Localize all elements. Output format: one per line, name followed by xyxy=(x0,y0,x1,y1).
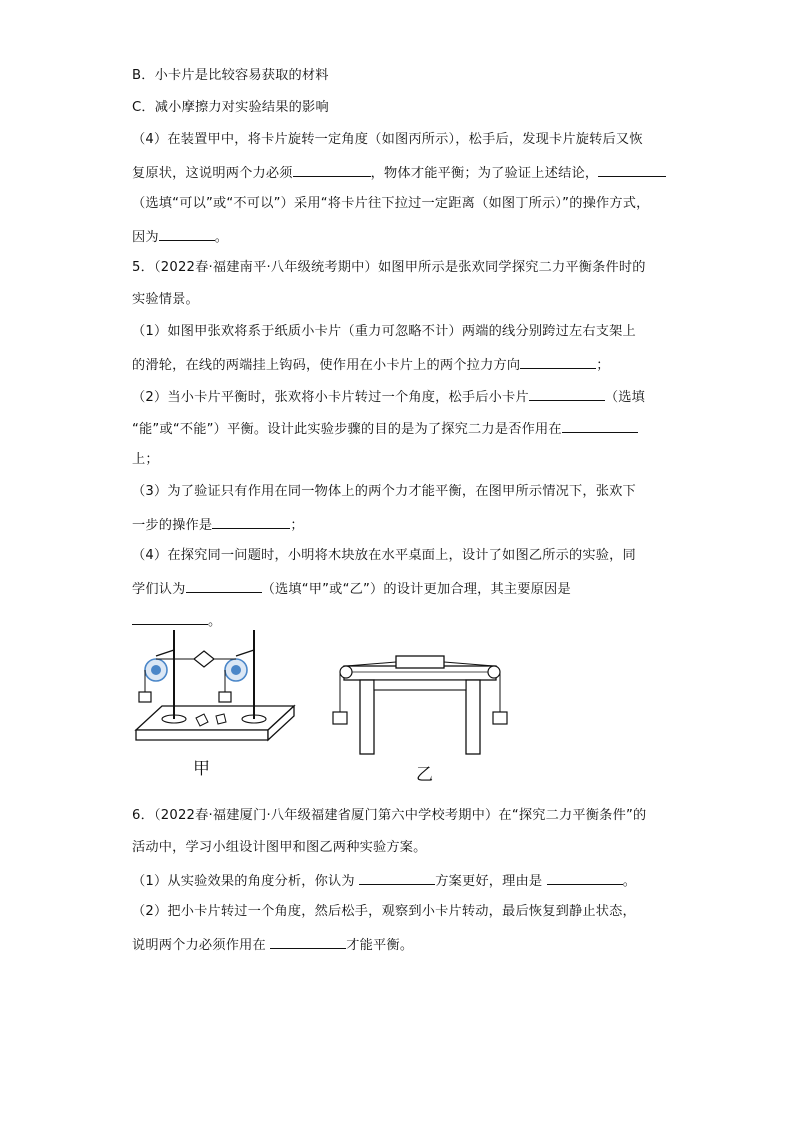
text-line xyxy=(132,934,413,956)
figure-jia-card-apparatus xyxy=(132,626,302,751)
text-segment: B．小卡片是比较容易获取的材料 xyxy=(132,68,329,83)
text-segment: ； xyxy=(290,518,304,533)
answer-blank[interactable] xyxy=(598,162,666,177)
text-line xyxy=(132,322,636,342)
text-line xyxy=(132,258,646,278)
text-line xyxy=(132,806,646,826)
text-line xyxy=(132,290,199,310)
text-line xyxy=(132,870,636,892)
answer-blank[interactable] xyxy=(547,870,623,885)
figure-jia-caption: 甲 xyxy=(193,759,210,779)
text-line xyxy=(132,226,228,248)
text-segment: 方案更好，理由是 xyxy=(435,874,547,889)
text-segment: C．减小摩擦力对实验结果的影响 xyxy=(132,100,329,115)
figure-yi-table-apparatus xyxy=(328,652,518,762)
text-segment: （2）把小卡片转过一个角度，然后松手，观察到小卡片转动，最后恢复到静止状态， xyxy=(132,904,636,919)
text-line xyxy=(132,162,666,184)
text-line xyxy=(132,354,610,376)
figure-yi-caption: 乙 xyxy=(416,765,433,785)
text-line xyxy=(132,418,638,440)
answer-blank[interactable] xyxy=(212,514,290,529)
text-segment: （1）从实验效果的角度分析，你认为 xyxy=(132,874,360,889)
text-segment: ； xyxy=(596,358,610,373)
text-segment: “能”或“不能”）平衡。设计此实验步骤的目的是为了探究二力是否作用在 xyxy=(132,422,562,437)
text-segment: （1）如图甲张欢将系于纸质小卡片（重力可忽略不计）两端的线分别跨过左右支架上 xyxy=(132,324,636,339)
text-segment: 。 xyxy=(622,874,637,889)
text-segment: （选填“甲”或“乙”）的设计更加合理，其主要原因是 xyxy=(261,582,571,597)
answer-blank[interactable] xyxy=(293,162,371,177)
text-segment: 实验情景。 xyxy=(132,292,199,307)
text-line xyxy=(132,482,636,502)
text-segment: 。 xyxy=(214,230,229,245)
text-segment: 说明两个力必须作用在 xyxy=(132,938,271,953)
text-line xyxy=(132,546,636,566)
answer-blank[interactable] xyxy=(132,610,208,625)
text-segment: （2）当小卡片平衡时，张欢将小卡片转过一个角度，松手后小卡片 xyxy=(132,390,529,405)
text-segment: （选填“可以”或“不可以”）采用“将卡片往下拉过一定距离（如图丁所示）”的操作方式， xyxy=(132,196,650,211)
text-segment: （4）在装置甲中，将卡片旋转一定角度（如图丙所示），松手后，发现卡片旋转后又恢 xyxy=(132,132,643,147)
text-line xyxy=(132,578,571,600)
text-line xyxy=(132,98,329,118)
text-segment: 复原状，这说明两个力必须 xyxy=(132,166,293,181)
text-segment: 5．（2022春·福建南平·八年级统考期中）如图甲所示是张欢同学探究二力平衡条件时的 xyxy=(132,260,646,275)
text-segment: 才能平衡。 xyxy=(346,938,414,953)
answer-blank[interactable] xyxy=(359,870,435,885)
text-segment: （3）为了验证只有作用在同一物体上的两个力才能平衡，在图甲所示情况下，张欢下 xyxy=(132,484,636,499)
text-line xyxy=(132,514,304,536)
text-line xyxy=(132,450,159,470)
text-segment: 一步的操作是 xyxy=(132,518,213,533)
answer-blank[interactable] xyxy=(159,226,215,241)
text-segment: 学们认为 xyxy=(132,582,186,597)
text-segment: ，物体才能平衡；为了验证上述结论， xyxy=(370,166,599,181)
text-line xyxy=(132,130,643,150)
answer-blank[interactable] xyxy=(270,934,346,949)
text-line xyxy=(132,386,645,408)
text-line xyxy=(132,838,427,858)
text-segment: 因为 xyxy=(132,230,159,245)
text-segment: 的滑轮，在线的两端挂上钩码，使作用在小卡片上的两个拉力方向 xyxy=(132,358,521,373)
text-segment: （4）在探究同一问题时，小明将木块放在水平桌面上，设计了如图乙所示的实验，同 xyxy=(132,548,636,563)
text-segment: 上； xyxy=(132,452,159,467)
text-line xyxy=(132,66,329,86)
answer-blank[interactable] xyxy=(186,578,262,593)
text-segment: 活动中，学习小组设计图甲和图乙两种实验方案。 xyxy=(132,840,427,855)
text-segment: 。 xyxy=(208,614,222,629)
text-segment: （选填 xyxy=(604,390,645,405)
text-line xyxy=(132,194,650,214)
answer-blank[interactable] xyxy=(562,418,638,433)
text-segment: 6．（2022春·福建厦门·八年级福建省厦门第六中学校考期中）在“探究二力平衡条件”的 xyxy=(132,808,647,823)
text-line xyxy=(132,902,636,922)
answer-blank[interactable] xyxy=(529,386,605,401)
answer-blank[interactable] xyxy=(520,354,596,369)
